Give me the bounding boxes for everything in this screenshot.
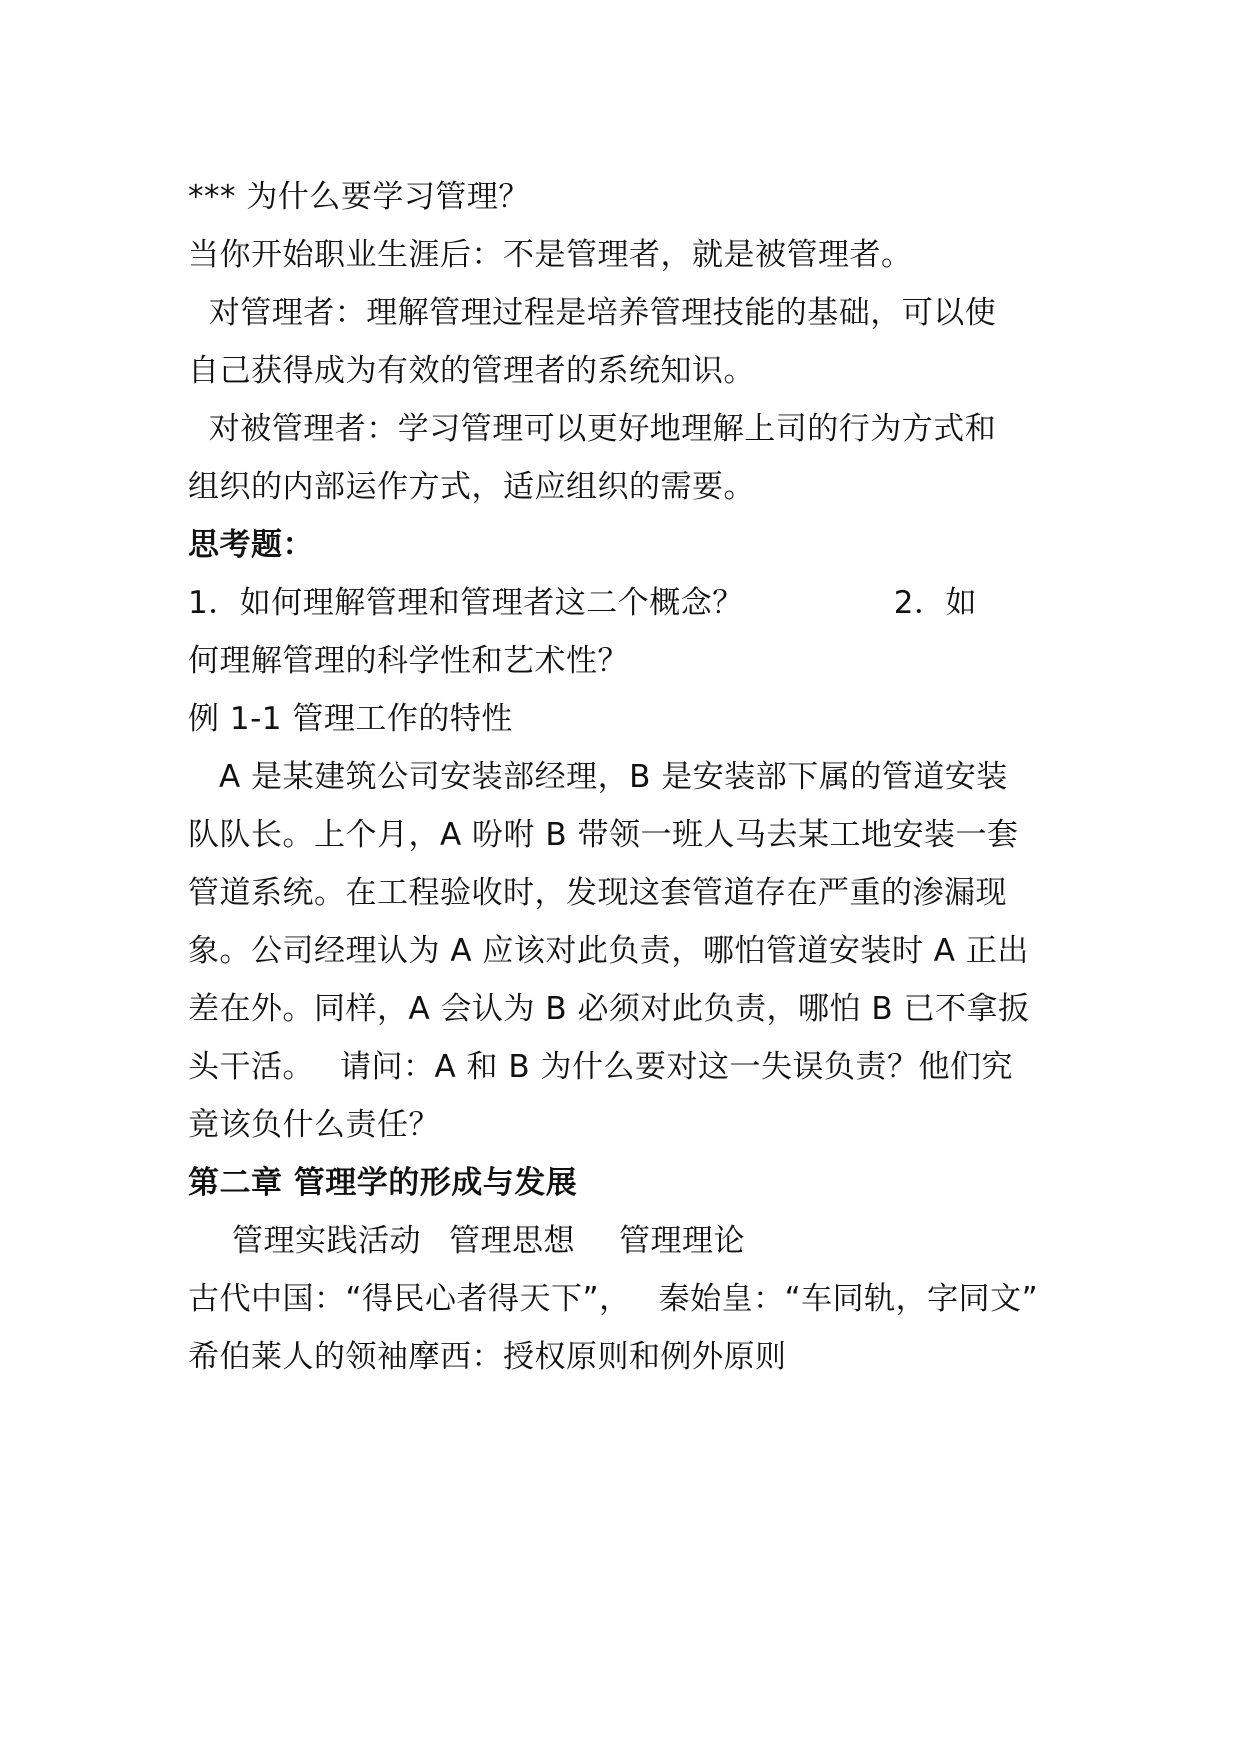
term-thought: 管理思想 xyxy=(449,1223,575,1259)
quote-qin-shihuang: 秦始皇：“车同轨，字同文” xyxy=(658,1281,1039,1317)
paragraph-line: 差在外。同样，A 会认为 B 必须对此负责，哪怕 B 已不拿扳 xyxy=(188,991,1030,1027)
sentence-end: 头干活。 xyxy=(188,1049,314,1085)
term-practice: 管理实践活动 xyxy=(232,1223,421,1259)
quote-ancient-china: 古代中国：“得民心者得天下”， xyxy=(188,1281,631,1317)
paragraph-line: 对管理者：理解管理过程是培养管理技能的基础，可以使 xyxy=(188,295,997,331)
question-1: 1．如何理解管理和管理者这二个概念？ xyxy=(188,585,744,621)
paragraph-line: 对被管理者：学习管理可以更好地理解上司的行为方式和 xyxy=(188,411,997,447)
paragraph-line: 组织的内部运作方式，适应组织的需要。 xyxy=(188,469,755,505)
paragraph-line xyxy=(188,1279,1038,1319)
question-2-start: 2．如 xyxy=(893,585,977,621)
paragraph-line: 竟该负什么责任？ xyxy=(188,1107,440,1143)
chapter-heading: 第二章 管理学的形成与发展 xyxy=(188,1165,578,1201)
paragraph-line xyxy=(232,1221,745,1261)
example-title: 例 1-1 管理工作的特性 xyxy=(188,701,513,737)
paragraph-line xyxy=(188,583,977,623)
paragraph-line: 队队长。上个月，A 吩咐 B 带领一班人马去某工地安装一套 xyxy=(188,817,1019,853)
paragraph-line: 象。公司经理认为 A 应该对此负责，哪怕管道安装时 A 正出 xyxy=(188,933,1029,969)
paragraph-line: A 是某建筑公司安装部经理，B 是安装部下属的管道安装 xyxy=(188,759,1008,795)
term-theory: 管理理论 xyxy=(619,1223,745,1259)
paragraph-line: 当你开始职业生涯后：不是管理者，就是被管理者。 xyxy=(188,237,913,273)
paragraph-line xyxy=(188,1047,1013,1087)
paragraph-line: 自己获得成为有效的管理者的系统知识。 xyxy=(188,353,755,389)
paragraph-line: 何理解管理的科学性和艺术性？ xyxy=(188,643,629,679)
section-heading-questions: 思考题： xyxy=(188,527,314,563)
question-text: 请问：A 和 B 为什么要对这一失误负责？他们究 xyxy=(340,1049,1014,1085)
paragraph-line: 希伯莱人的领袖摩西：授权原则和例外原则 xyxy=(188,1339,787,1375)
question-heading: *** 为什么要学习管理？ xyxy=(188,179,530,215)
paragraph-line: 管道系统。在工程验收时，发现这套管道存在严重的渗漏现 xyxy=(188,875,1007,911)
